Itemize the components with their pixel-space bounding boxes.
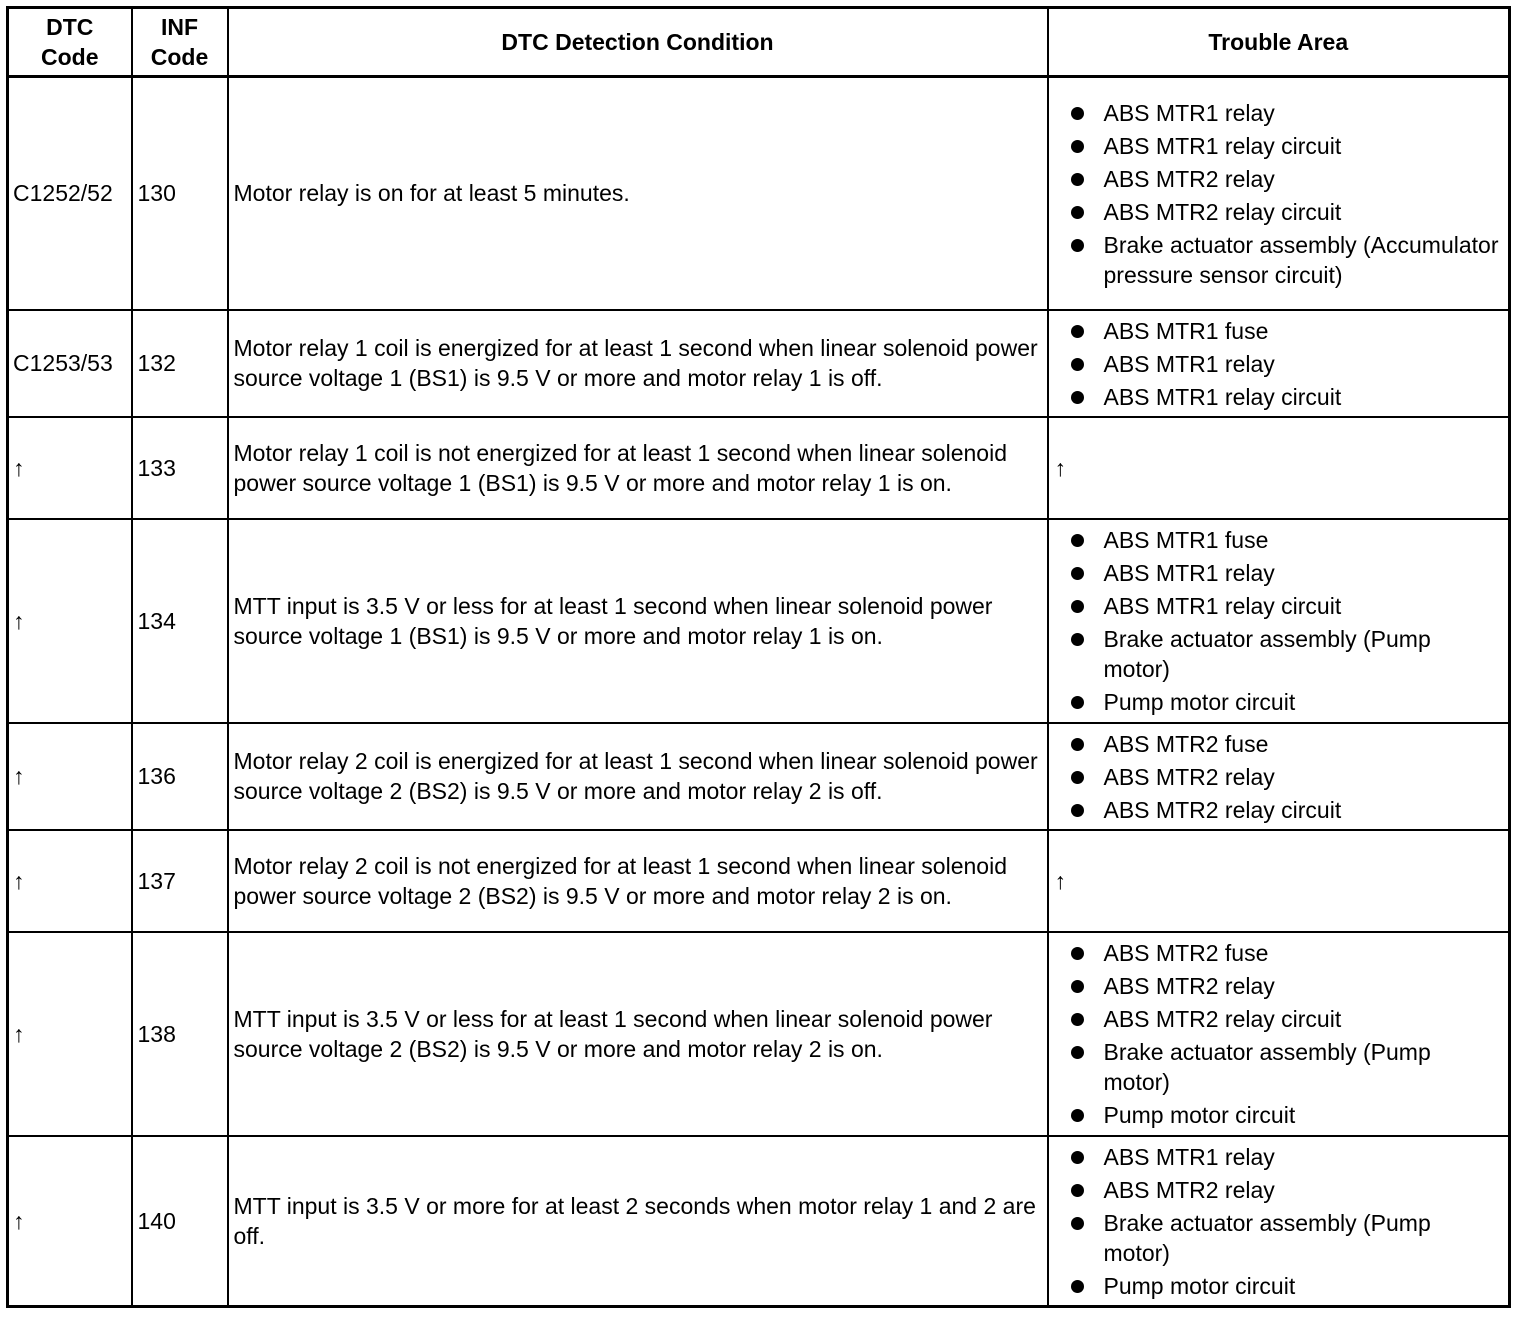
list-item (1069, 1037, 1503, 1097)
dtc-code-cell: ↑ (8, 723, 132, 830)
trouble-area-list (1069, 98, 1503, 290)
trouble-area-item-text: ABS MTR2 relay (1103, 165, 1275, 192)
trouble-area-cell: ↑ (1048, 830, 1510, 932)
header-trouble-area: Trouble Area (1048, 8, 1510, 77)
table-row (8, 77, 1510, 310)
dtc-code-cell: C1253/53 (8, 310, 132, 417)
trouble-area-item-text: ABS MTR2 relay (1103, 1176, 1275, 1203)
detection-condition-cell: Motor relay 1 coil is energized for at least 1 second when linear solenoid power source voltage 1 (BS1) is 9.5 V or more and motor relay 1 is off. (228, 310, 1048, 417)
trouble-area-item-text: ABS MTR2 fuse (1103, 730, 1269, 757)
detection-condition-cell: Motor relay 2 coil is not energized for at least 1 second when linear solenoid power source voltage 2 (BS2) is 9.5 V or more and motor relay 2 is on. (228, 830, 1048, 932)
list-item (1069, 164, 1503, 194)
bullet-icon (1071, 633, 1084, 646)
list-item (1069, 131, 1503, 161)
bullet-icon (1071, 391, 1084, 404)
trouble-area-cell (1048, 310, 1510, 417)
list-item (1069, 98, 1503, 128)
list-item (1069, 1100, 1503, 1130)
inf-code-cell: 132 (132, 310, 228, 417)
detection-condition-cell: Motor relay 2 coil is energized for at least 1 second when linear solenoid power source voltage 2 (BS2) is 9.5 V or more and motor relay 2 is off. (228, 723, 1048, 830)
dtc-code-cell: C1252/52 (8, 77, 132, 310)
list-item (1069, 349, 1503, 379)
detection-condition-cell: MTT input is 3.5 V or more for at least 2 seconds when motor relay 1 and 2 are off. (228, 1136, 1048, 1307)
list-item (1069, 525, 1503, 555)
bullet-icon (1071, 804, 1084, 817)
trouble-area-cell (1048, 1136, 1510, 1307)
trouble-area-item-text: Pump motor circuit (1103, 689, 1296, 715)
trouble-area-cell (1048, 519, 1510, 723)
bullet-icon (1071, 206, 1084, 219)
trouble-area-item-text: ABS MTR2 relay circuit (1103, 1006, 1342, 1032)
header-dtc-code: DTC Code (8, 8, 132, 77)
header-inf-code: INF Code (132, 8, 228, 77)
trouble-area-item-text: ABS MTR2 relay circuit (1103, 198, 1342, 225)
list-item (1069, 687, 1503, 717)
trouble-area-item-text: ABS MTR1 relay (1103, 560, 1275, 586)
trouble-area-item-text: Brake actuator assembly (Accumulator pressure sensor circuit) (1103, 231, 1499, 288)
list-item (1069, 624, 1503, 684)
bullet-icon (1071, 567, 1084, 580)
dtc-code-cell: ↑ (8, 830, 132, 932)
table-row (8, 310, 1510, 417)
bullet-icon (1071, 1109, 1084, 1122)
detection-condition-cell: Motor relay 1 coil is not energized for at least 1 second when linear solenoid power source voltage 1 (BS1) is 9.5 V or more and motor relay 1 is on. (228, 417, 1048, 519)
list-item (1069, 1004, 1503, 1034)
dtc-table (6, 6, 1511, 1308)
bullet-icon (1071, 1046, 1084, 1059)
trouble-area-cell (1048, 932, 1510, 1136)
bullet-icon (1071, 173, 1084, 186)
dtc-code-cell: ↑ (8, 417, 132, 519)
list-item (1069, 591, 1503, 621)
table-header-row (8, 8, 1510, 77)
table-row (8, 519, 1510, 723)
list-item (1069, 971, 1503, 1001)
list-item (1069, 1208, 1503, 1268)
trouble-area-list (1069, 938, 1503, 1130)
list-item (1069, 1175, 1503, 1205)
trouble-area-list (1069, 316, 1503, 412)
inf-code-cell: 133 (132, 417, 228, 519)
bullet-icon (1071, 1013, 1084, 1026)
bullet-icon (1071, 534, 1084, 547)
trouble-area-cell (1048, 723, 1510, 830)
trouble-area-list (1069, 729, 1503, 825)
table-row (8, 932, 1510, 1136)
list-item (1069, 316, 1503, 346)
trouble-area-item-text: Brake actuator assembly (Pump motor) (1103, 1039, 1431, 1095)
trouble-area-item-text: ABS MTR1 relay circuit (1103, 132, 1342, 159)
trouble-area-item-text: ABS MTR2 relay (1103, 763, 1275, 790)
bullet-icon (1071, 1184, 1084, 1197)
inf-code-cell: 138 (132, 932, 228, 1136)
trouble-area-cell (1048, 77, 1510, 310)
bullet-icon (1071, 771, 1084, 784)
trouble-area-item-text: ABS MTR1 relay circuit (1103, 383, 1342, 410)
bullet-icon (1071, 1280, 1084, 1293)
trouble-area-item-text: ABS MTR2 relay (1103, 973, 1275, 999)
trouble-area-item-text: Brake actuator assembly (Pump motor) (1103, 626, 1431, 682)
trouble-area-item-text: Pump motor circuit (1103, 1102, 1296, 1128)
list-item (1069, 762, 1503, 792)
list-item (1069, 197, 1503, 227)
trouble-area-item-text: ABS MTR2 fuse (1103, 940, 1269, 966)
bullet-icon (1071, 980, 1084, 993)
bullet-icon (1071, 600, 1084, 613)
table-row (8, 723, 1510, 830)
bullet-icon (1071, 325, 1084, 338)
list-item (1069, 558, 1503, 588)
detection-condition-cell: Motor relay is on for at least 5 minutes. (228, 77, 1048, 310)
table-row (8, 830, 1510, 932)
dtc-code-cell: ↑ (8, 519, 132, 723)
trouble-area-item-text: ABS MTR2 relay circuit (1103, 796, 1342, 823)
list-item (1069, 382, 1503, 412)
list-item (1069, 1142, 1503, 1172)
inf-code-cell: 134 (132, 519, 228, 723)
trouble-area-item-text: ABS MTR1 relay (1103, 1143, 1275, 1170)
table-row (8, 417, 1510, 519)
bullet-icon (1071, 107, 1084, 120)
bullet-icon (1071, 738, 1084, 751)
list-item (1069, 795, 1503, 825)
trouble-area-item-text: Pump motor circuit (1103, 1272, 1296, 1299)
list-item (1069, 729, 1503, 759)
list-item (1069, 1271, 1503, 1301)
detection-condition-cell: MTT input is 3.5 V or less for at least 1 second when linear solenoid power source voltage 2 (BS2) is 9.5 V or more and motor relay 2 is on. (228, 932, 1048, 1136)
header-detection-condition: DTC Detection Condition (228, 8, 1048, 77)
trouble-area-item-text: ABS MTR1 relay (1103, 99, 1275, 126)
inf-code-cell: 137 (132, 830, 228, 932)
bullet-icon (1071, 358, 1084, 371)
trouble-area-item-text: ABS MTR1 fuse (1103, 527, 1269, 553)
trouble-area-list (1069, 525, 1503, 717)
table-row (8, 1136, 1510, 1307)
trouble-area-item-text: ABS MTR1 relay circuit (1103, 593, 1342, 619)
inf-code-cell: 136 (132, 723, 228, 830)
trouble-area-item-text: ABS MTR1 relay (1103, 350, 1275, 377)
dtc-code-cell: ↑ (8, 1136, 132, 1307)
dtc-code-cell: ↑ (8, 932, 132, 1136)
bullet-icon (1071, 1151, 1084, 1164)
trouble-area-cell: ↑ (1048, 417, 1510, 519)
bullet-icon (1071, 696, 1084, 709)
list-item (1069, 230, 1503, 290)
inf-code-cell: 140 (132, 1136, 228, 1307)
trouble-area-list (1069, 1142, 1503, 1301)
trouble-area-item-text: Brake actuator assembly (Pump motor) (1103, 1209, 1431, 1266)
trouble-area-item-text: ABS MTR1 fuse (1103, 317, 1269, 344)
list-item (1069, 938, 1503, 968)
bullet-icon (1071, 140, 1084, 153)
bullet-icon (1071, 239, 1084, 252)
bullet-icon (1071, 1217, 1084, 1230)
detection-condition-cell: MTT input is 3.5 V or less for at least 1 second when linear solenoid power source voltage 1 (BS1) is 9.5 V or more and motor relay 1 is on. (228, 519, 1048, 723)
bullet-icon (1071, 947, 1084, 960)
inf-code-cell: 130 (132, 77, 228, 310)
